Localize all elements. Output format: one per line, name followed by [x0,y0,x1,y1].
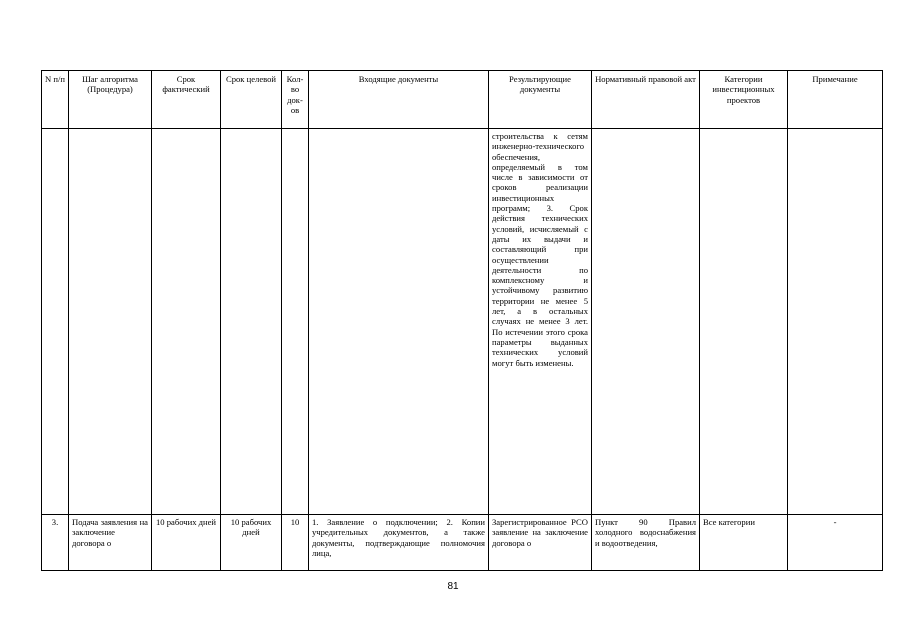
procedure-table [41,70,883,571]
table-cell [221,129,282,515]
result-docs-cell [489,515,592,571]
table-cell [152,129,221,515]
result-docs-text: Зарегистрированное РСО заявление на заключение договора о [492,517,588,548]
legal-act-cell [592,515,700,571]
table-cell [788,129,883,515]
note-cell: - [788,515,883,571]
header-cell-input-docs: Входящие документы [309,71,489,129]
header-cell-doc-count: Кол-во док-ов [282,71,309,129]
table-row [42,129,883,515]
header-cell-step: Шаг алгоритма (Процедура) [69,71,152,129]
page-cut-divider [41,578,882,580]
step-text: Подача заявления на заключение договора о [72,517,148,548]
categories-cell: Все категории [700,515,788,571]
input-docs-text: 1. Заявление о подключении; 2. Копии учредительных документов, а также документы, подтверждающие полномочия лица, [312,517,485,558]
input-docs-cell [309,515,489,571]
header-cell-target-term: Срок целевой [221,71,282,129]
table-cell [309,129,489,515]
header-cell-number: N п/п [42,71,69,129]
table-cell [592,129,700,515]
page-number: 81 [447,581,459,592]
header-cell-legal-act: Нормативный правовой акт [592,71,700,129]
table-header-row [42,71,883,129]
doc-count-cell: 10 [282,515,309,571]
target-term-cell: 10 рабочих дней [221,515,282,571]
table-cell [69,129,152,515]
header-cell-actual-term: Срок фактический [152,71,221,129]
header-cell-note: Примечание [788,71,883,129]
header-cell-categories: Категории инвестиционных проектов [700,71,788,129]
table-cell [700,129,788,515]
continuation-text-cell: строительства к сетям инженерно-технического обеспечения, определяемый в том числе в зависимости от сроков реализации инвестиционных программ; 3. Срок действия технических условий, исчисляемый с даты их выдачи и составляющий при осуществлении деятельности по комплексному и устойчивому развитию территории не менее 5 лет, а в остальных случаях не менее 3 лет. По истечении этого срока параметры выданных технических условий могут быть изменены. [489,129,592,515]
legal-act-text: Пункт 90 Правил холодного водоснабжения и водоотведения, [595,517,696,548]
table-cell [42,129,69,515]
header-cell-result-docs: Результирующие документы [489,71,592,129]
row-number-cell: 3. [42,515,69,571]
table-row [42,515,883,571]
step-cell [69,515,152,571]
table-cell [282,129,309,515]
actual-term-cell: 10 рабочих дней [152,515,221,571]
